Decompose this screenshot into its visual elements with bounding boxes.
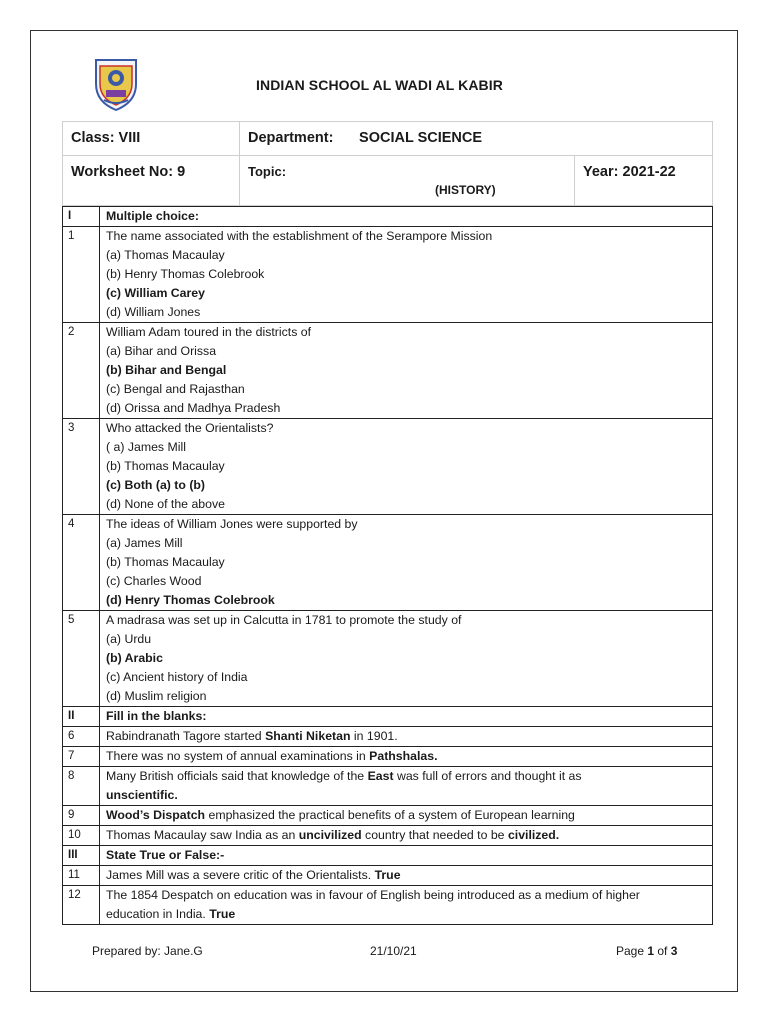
class-cell xyxy=(63,122,240,156)
page-current: 1 xyxy=(647,944,655,958)
statement-text: education in India. xyxy=(106,907,210,921)
answer-option: ( a) James Mill xyxy=(106,440,186,454)
answer-option: (d) Orissa and Madhya Pradesh xyxy=(106,401,281,415)
question-text xyxy=(100,747,713,767)
correct-option: (b) Bihar and Bengal xyxy=(106,363,227,377)
department-value: SOCIAL SCIENCE xyxy=(359,130,483,146)
question-line xyxy=(106,866,706,885)
topic-label: Topic: xyxy=(248,164,287,179)
correct-option: (d) Henry Thomas Colebrook xyxy=(106,593,275,607)
section-title: Multiple choice: xyxy=(100,207,713,227)
question-text: The name associated with the establishment of the Serampore Mission xyxy=(106,229,493,243)
year-label: Year: 2021-22 xyxy=(583,164,676,180)
answer-option: (a) Bihar and Orissa xyxy=(106,344,217,358)
answer-text: Pathshalas. xyxy=(369,749,438,763)
answer-option: (a) Thomas Macaulay xyxy=(106,248,225,262)
statement-text: Many British officials said that knowledge of the xyxy=(106,769,368,783)
question-text xyxy=(100,866,713,886)
section-number: III xyxy=(63,846,100,866)
question-text xyxy=(100,886,713,925)
answer-text: East xyxy=(367,769,394,783)
question-cell xyxy=(100,611,713,707)
page-of: of xyxy=(654,944,671,958)
correct-option: (c) William Carey xyxy=(106,286,205,300)
year-cell xyxy=(575,156,713,206)
worksheet-label: Worksheet No: 9 xyxy=(71,164,186,180)
question-number: 7 xyxy=(63,747,100,767)
worksheet-cell xyxy=(63,156,240,206)
question-row xyxy=(63,886,713,925)
correct-option: (c) Both (a) to (b) xyxy=(106,478,206,492)
correct-option: (b) Arabic xyxy=(106,651,163,665)
footer-date: 21/10/21 xyxy=(370,944,417,958)
question-text xyxy=(100,727,713,747)
question-number: 1 xyxy=(63,227,100,323)
answer-text: True xyxy=(374,868,401,882)
question-number: 4 xyxy=(63,515,100,611)
question-row xyxy=(63,727,713,747)
question-number: 11 xyxy=(63,866,100,886)
section-number: II xyxy=(63,707,100,727)
class-label: Class: VIII xyxy=(71,130,141,146)
statement-text: country that needed to be xyxy=(361,828,508,842)
question-text: William Adam toured in the districts of xyxy=(106,325,312,339)
question-cell xyxy=(100,323,713,419)
question-line xyxy=(106,727,706,746)
statement-text: The 1854 Despatch on education was in favour of English being introduced as a medium of higher xyxy=(106,888,640,902)
question-row xyxy=(63,806,713,826)
question-text xyxy=(100,806,713,826)
school-name: INDIAN SCHOOL AL WADI AL KABIR xyxy=(256,77,503,93)
question-number: 3 xyxy=(63,419,100,515)
question-row xyxy=(63,515,713,611)
page-number xyxy=(616,944,677,958)
page-total: 3 xyxy=(670,944,678,958)
section-row xyxy=(63,707,713,727)
answer-text: uncivilized xyxy=(298,828,362,842)
question-number: 6 xyxy=(63,727,100,747)
department-cell xyxy=(240,122,713,156)
school-logo xyxy=(90,54,142,112)
question-text: A madrasa was set up in Calcutta in 1781 to promote the study of xyxy=(106,613,462,627)
answer-text: civilized. xyxy=(507,828,560,842)
section-title: State True or False:- xyxy=(100,846,713,866)
statement-text: Rabindranath Tagore started xyxy=(106,729,266,743)
question-row xyxy=(63,611,713,707)
question-number: 12 xyxy=(63,886,100,925)
question-row xyxy=(63,826,713,846)
question-row xyxy=(63,227,713,323)
question-line xyxy=(106,767,706,786)
section-row xyxy=(63,846,713,866)
answer-option: (c) Bengal and Rajasthan xyxy=(106,382,245,396)
question-cell xyxy=(100,419,713,515)
topic-cell xyxy=(240,156,575,206)
answer-text: Shanti Niketan xyxy=(265,729,351,743)
prepared-by: Prepared by: Jane.G xyxy=(92,944,203,958)
question-number: 8 xyxy=(63,767,100,806)
question-text xyxy=(100,767,713,806)
department-label: Department: xyxy=(248,130,334,146)
question-text: The ideas of William Jones were supported by xyxy=(106,517,358,531)
answer-option: (d) William Jones xyxy=(106,305,201,319)
answer-option: (b) Thomas Macaulay xyxy=(106,459,225,473)
question-number: 2 xyxy=(63,323,100,419)
answer-option: (a) Urdu xyxy=(106,632,152,646)
worksheet-header-table xyxy=(62,121,713,206)
section-number: I xyxy=(63,207,100,227)
statement-text: emphasized the practical benefits of a system of European learning xyxy=(205,808,575,822)
page-prefix: Page xyxy=(616,944,648,958)
question-line xyxy=(106,826,706,845)
question-number: 10 xyxy=(63,826,100,846)
question-row xyxy=(63,747,713,767)
statement-text: was full of errors and thought it as xyxy=(393,769,582,783)
question-line xyxy=(106,905,706,924)
answer-text: Wood’s Dispatch xyxy=(106,808,206,822)
statement-text: in 1901. xyxy=(350,729,398,743)
question-cell xyxy=(100,227,713,323)
question-number: 9 xyxy=(63,806,100,826)
answer-option: (a) James Mill xyxy=(106,536,183,550)
question-cell xyxy=(100,515,713,611)
question-number: 5 xyxy=(63,611,100,707)
answer-text: unscientific. xyxy=(106,788,178,802)
question-text: Who attacked the Orientalists? xyxy=(106,421,274,435)
statement-text: James Mill was a severe critic of the Orientalists. xyxy=(106,868,375,882)
question-row xyxy=(63,767,713,806)
answer-option: (b) Henry Thomas Colebrook xyxy=(106,267,265,281)
question-line xyxy=(106,747,706,766)
answer-option: (c) Charles Wood xyxy=(106,574,202,588)
statement-text: Thomas Macaulay saw India as an xyxy=(106,828,299,842)
answer-option: (d) None of the above xyxy=(106,497,225,511)
question-row xyxy=(63,866,713,886)
questions-table xyxy=(62,206,713,925)
section-row xyxy=(63,207,713,227)
answer-option: (b) Thomas Macaulay xyxy=(106,555,225,569)
statement-text: There was no system of annual examinations in xyxy=(106,749,370,763)
question-line xyxy=(106,806,706,825)
answer-option: (d) Muslim religion xyxy=(106,689,207,703)
question-row xyxy=(63,323,713,419)
question-text xyxy=(100,826,713,846)
topic-value: (HISTORY) xyxy=(435,183,496,197)
question-line xyxy=(106,886,706,905)
question-line xyxy=(106,786,706,805)
question-row xyxy=(63,419,713,515)
answer-option: (c) Ancient history of India xyxy=(106,670,248,684)
answer-text: True xyxy=(209,907,236,921)
section-title: Fill in the blanks: xyxy=(100,707,713,727)
